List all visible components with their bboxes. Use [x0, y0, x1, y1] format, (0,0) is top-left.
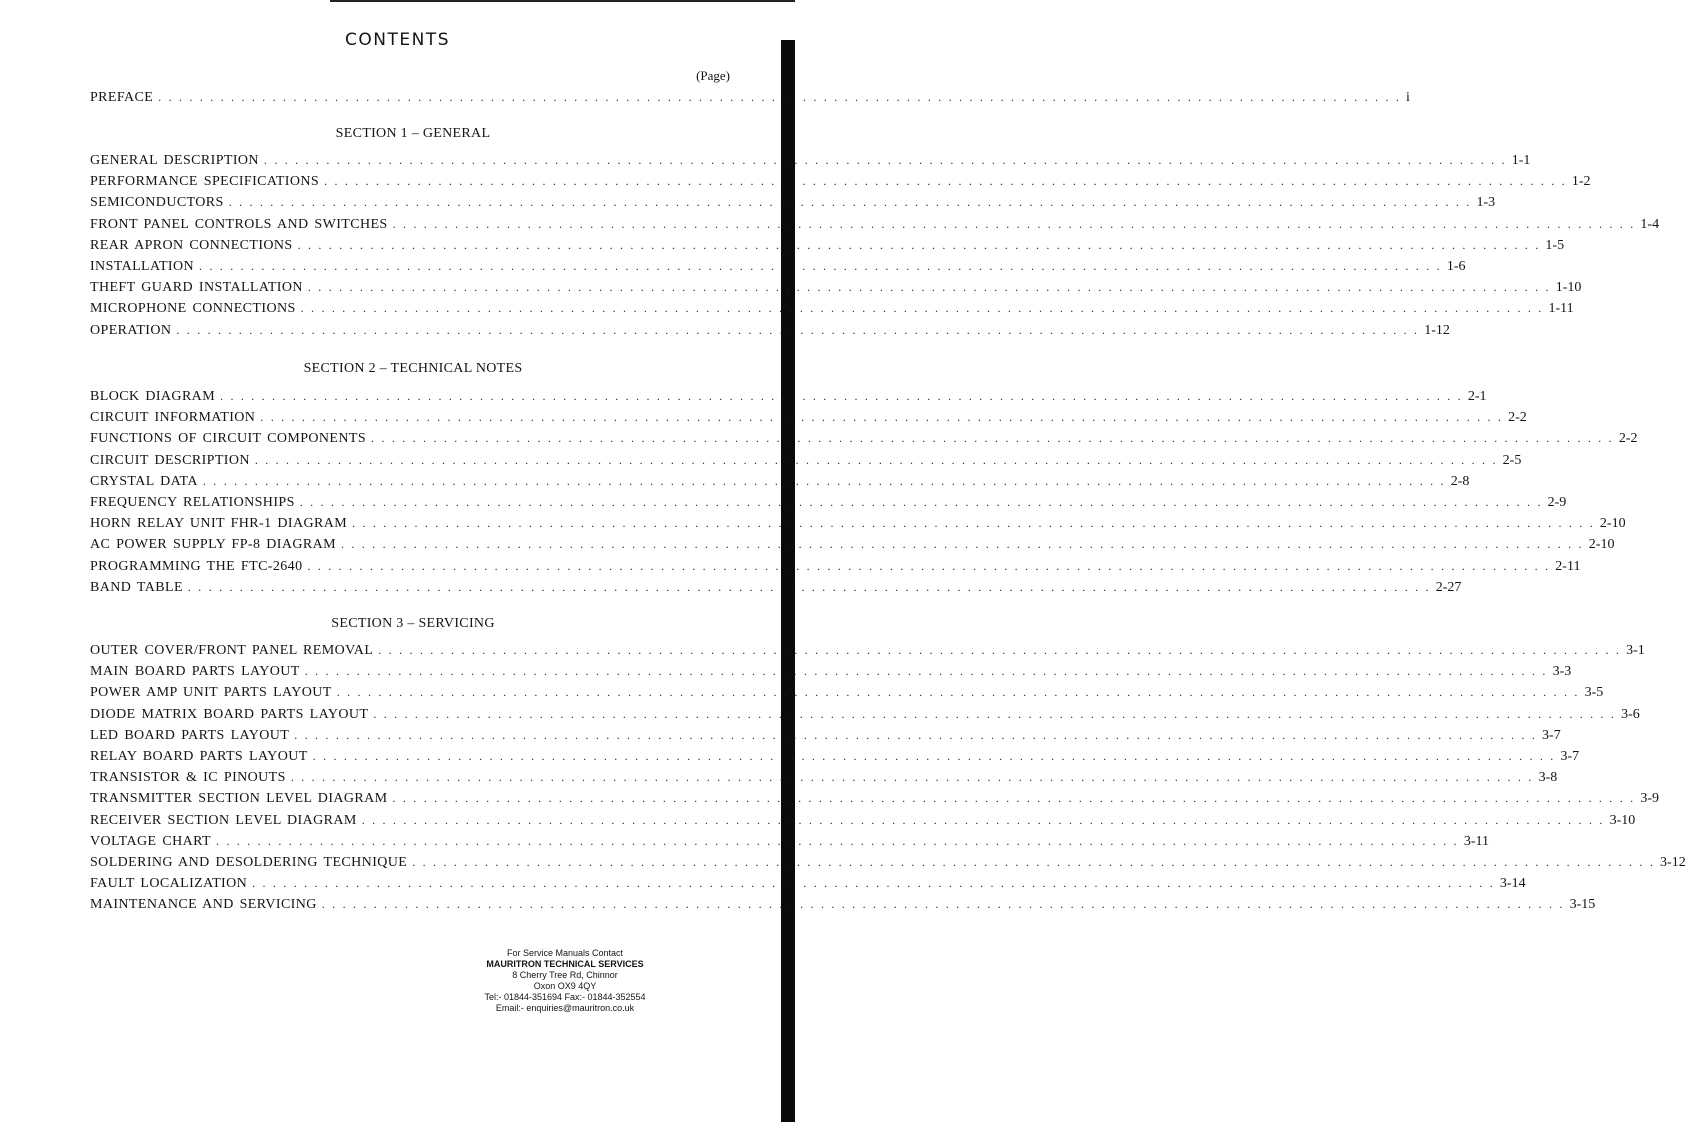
toc-entry[interactable]: [90, 171, 1591, 192]
toc-entry-page: 3-8: [1538, 770, 1558, 786]
leader-dots: . . . . . . . . . . . . . . . . . . . . . . . . . . . . . . . . . . . . . . . . . . . . . . . . . . . . . . . . . . . . . . . . . . . . . . . . . . . . . . . . . . . . . . . . . . . . . . . . . . . . . . . . . . . . . . . . . . . . . . . .: [412, 854, 1656, 869]
toc-entry-label: PERFORMANCE SPECIFICATIONS: [90, 174, 320, 190]
toc-entry-page: 2-10: [1588, 537, 1615, 553]
section-2-list: [90, 386, 1638, 598]
page-column-label: (Page): [696, 68, 730, 83]
leader-dots: . . . . . . . . . . . . . . . . . . . . . . . . . . . . . . . . . . . . . . . . . . . . . . . . . . . . . . . . . . . . . . . . . . . . . . . . . . . . . . . . . . . . . . . . . . . . . . . . . . . . . . . . . . . . . . . . . . . . . . . .: [361, 812, 1605, 827]
toc-entry-label: OUTER COVER/FRONT PANEL REMOVAL: [90, 643, 374, 658]
leader-dots: . . . . . . . . . . . . . . . . . . . . . . . . . . . . . . . . . . . . . . . . . . . . . . . . . . . . . . . . . . . . . . . . . . . . . . . . . . . . . . . . . . . . . . . . . . . . . . . . . . . . . . . . . . . . . . . . . . . . . . . .: [290, 770, 1534, 785]
leader-dots: . . . . . . . . . . . . . . . . . . . . . . . . . . . . . . . . . . . . . . . . . . . . . . . . . . . . . . . . . . . . . . . . . . . . . . . . . . . . . . . . . . . . . . . . . . . . . . . . . . . . . . . . . . . . . . . . . . . . . . . .: [228, 195, 1472, 210]
leader-dots: . . . . . . . . . . . . . . . . . . . . . . . . . . . . . . . . . . . . . . . . . . . . . . . . . . . . . . . . . . . . . . . . . . . . . . . . . . . . . . . . . . . . . . . . . . . . . . . . . . . . . . . . . . . . . . . . . . . . . . . .: [307, 280, 1551, 295]
contact-block: [470, 948, 660, 1014]
toc-entry-label: MICROPHONE CONNECTIONS: [90, 301, 296, 317]
toc-entry[interactable]: [90, 640, 1645, 661]
top-edge-line: [330, 0, 795, 2]
toc-entry-page: 2-2: [1508, 410, 1527, 426]
toc-entry-label: VOLTAGE CHART: [90, 833, 211, 849]
toc-entry-page: 2-10: [1599, 516, 1626, 532]
toc-entry-label: CRYSTAL DATA: [90, 473, 198, 489]
toc-entry[interactable]: [90, 852, 1686, 873]
toc-entry-preface[interactable]: [90, 87, 1410, 108]
toc-entry-label: FUNCTIONS OF CIRCUIT COMPONENTS: [90, 431, 367, 447]
contact-address-street: 8 Cherry Tree Rd, Chinnor: [512, 970, 618, 980]
toc-entry-page: 3-14: [1499, 876, 1526, 892]
leader-dots: . . . . . . . . . . . . . . . . . . . . . . . . . . . . . . . . . . . . . . . . . . . . . . . . . . . . . . . . . . . . . . . . . . . . . . . . . . . . . . . . . . . . . . . . . . . . . . . . . . . . . . . . . . . . . . . . . . . . . . . .: [352, 516, 1595, 531]
toc-entry[interactable]: [90, 256, 1466, 277]
leader-dots: . . . . . . . . . . . . . . . . . . . . . . . . . . . . . . . . . . . . . . . . . . . . . . . . . . . . . . . . . . . . . . . . . . . . . . . . . . . . . . . . . . . . . . . . . . . . . . . . . . . . . . . . . . . . . . . . . . . . . . . .: [254, 452, 1498, 467]
toc-entry[interactable]: [90, 788, 1659, 809]
toc-entry[interactable]: [90, 492, 1567, 513]
toc-entry-label: REAR APRON CONNECTIONS: [90, 237, 293, 253]
toc-entry[interactable]: [90, 320, 1450, 341]
toc-entry-label: DIODE MATRIX BOARD PARTS LAYOUT: [90, 706, 369, 722]
toc-entry-label: LED BOARD PARTS LAYOUT: [90, 727, 290, 743]
toc-entry[interactable]: [90, 767, 1558, 788]
toc-entry-label: PROGRAMMING THE FTC-2640: [90, 558, 303, 574]
toc-entry-label: GENERAL DESCRIPTION: [90, 153, 259, 168]
section-3-list: [90, 640, 1686, 915]
toc-entry-page: 3-10: [1609, 812, 1636, 828]
toc-entry-page: 1-1: [1511, 153, 1531, 168]
leader-dots: . . . . . . . . . . . . . . . . . . . . . . . . . . . . . . . . . . . . . . . . . . . . . . . . . . . . . . . . . . . . . . . . . . . . . . . . . . . . . . . . . . . . . . . . . . . . . . . . . . . . . . . . . . . . . . . . . . . . . . . .: [263, 153, 1507, 167]
toc-entry-label: OPERATION: [90, 322, 172, 338]
toc-entry-page: 3-12: [1660, 854, 1686, 870]
toc-entry[interactable]: [90, 513, 1626, 534]
section-1-list: [90, 150, 1660, 341]
toc-entry-label: FAULT LOCALIZATION: [90, 876, 248, 892]
leader-dots: . . . . . . . . . . . . . . . . . . . . . . . . . . . . . . . . . . . . . . . . . . . . . . . . . . . . . . . . . . . . . . . . . . . . . . . . . . . . . . . . . . . . . . . . . . . . . . . . . . . . . . . . . . . . . . . . . . . . . . . .: [340, 537, 1584, 552]
toc-entry[interactable]: [90, 704, 1640, 725]
toc-entry-label: CIRCUIT DESCRIPTION: [90, 452, 250, 468]
toc-entry[interactable]: [90, 831, 1489, 852]
toc-entry[interactable]: [90, 746, 1580, 767]
toc-entry[interactable]: [90, 277, 1582, 298]
toc-entry-page: 3-7: [1542, 727, 1561, 743]
toc-entry-page: 2-9: [1547, 494, 1567, 510]
toc-entry-page: 2-2: [1618, 431, 1638, 447]
toc-entry[interactable]: [90, 534, 1615, 555]
leader-dots: . . . . . . . . . . . . . . . . . . . . . . . . . . . . . . . . . . . . . . . . . . . . . . . . . . . . . . . . . . . . . . . . . . . . . . . . . . . . . . . . . . . . . . . . . . . . . . . . . . . . . . . . . . . . . . . . . . . . . . . .: [202, 473, 1446, 488]
toc-entry[interactable]: [90, 386, 1487, 407]
leader-dots: . . . . . . . . . . . . . . . . . . . . . . . . . . . . . . . . . . . . . . . . . . . . . . . . . . . . . . . . . . . . . . . . . . . . . . . . . . . . . . . . . . . . . . . . . . . . . . . . . . . . . . . . . . . . . . . . . . . . . . . .: [252, 876, 1495, 891]
toc-entry[interactable]: [90, 894, 1596, 915]
toc-entry-page: 1-12: [1424, 322, 1450, 338]
toc-entry-page: 3-7: [1560, 748, 1580, 764]
toc-entry[interactable]: [90, 235, 1565, 256]
toc-entry-page: 1-6: [1446, 258, 1466, 274]
leader-dots: . . . . . . . . . . . . . . . . . . . . . . . . . . . . . . . . . . . . . . . . . . . . . . . . . . . . . . . . . . . . . . . . . . . . . . . . . . . . . . . . . . . . . . . . . . . . . . . . . . . . . . . . . . . . . . . . . . . . . . . .: [321, 897, 1565, 912]
toc-entry-label: BLOCK DIAGRAM: [90, 389, 216, 404]
toc-entry-label: BAND TABLE: [90, 579, 183, 595]
preface-list: [90, 87, 1410, 108]
leader-dots: . . . . . . . . . . . . . . . . . . . . . . . . . . . . . . . . . . . . . . . . . . . . . . . . . . . . . . . . . . . . . . . . . . . . . . . . . . . . . . . . . . . . . . . . . . . . . . . . . . . . . . . . . . . . . . . . . . . . . . . .: [371, 431, 1614, 446]
toc-entry-page: 2-8: [1450, 473, 1470, 489]
toc-entry-page: 1-11: [1548, 301, 1574, 317]
page-title: CONTENTS: [345, 30, 450, 50]
toc-entry-label: FREQUENCY RELATIONSHIPS: [90, 494, 295, 510]
leader-dots: . . . . . . . . . . . . . . . . . . . . . . . . . . . . . . . . . . . . . . . . . . . . . . . . . . . . . . . . . . . . . . . . . . . . . . . . . . . . . . . . . . . . . . . . . . . . . . . . . . . . . . . . . . . . . . . . . . . . . . . .: [158, 90, 1402, 104]
contact-heading: For Service Manuals Contact: [506, 948, 624, 958]
toc-entry-label: POWER AMP UNIT PARTS LAYOUT: [90, 685, 332, 701]
toc-entry[interactable]: [90, 192, 1496, 213]
section-1-heading: SECTION 1 – GENERAL: [335, 126, 491, 141]
leader-dots: . . . . . . . . . . . . . . . . . . . . . . . . . . . . . . . . . . . . . . . . . . . . . . . . . . . . . . . . . . . . . . . . . . . . . . . . . . . . . . . . . . . . . . . . . . . . . . . . . . . . . . . . . . . . . . . . . . . . . . . .: [373, 706, 1617, 721]
toc-entry-label: THEFT GUARD INSTALLATION: [90, 280, 303, 296]
toc-entry-label: CIRCUIT INFORMATION: [90, 410, 256, 426]
toc-entry[interactable]: [90, 471, 1470, 492]
toc-entry[interactable]: [90, 682, 1604, 703]
leader-dots: . . . . . . . . . . . . . . . . . . . . . . . . . . . . . . . . . . . . . . . . . . . . . . . . . . . . . . . . . . . . . . . . . . . . . . . . . . . . . . . . . . . . . . . . . . . . . . . . . . . . . . . . . . . . . . . . . . . . . . . .: [187, 579, 1431, 594]
toc-entry[interactable]: [90, 150, 1531, 171]
leader-dots: . . . . . . . . . . . . . . . . . . . . . . . . . . . . . . . . . . . . . . . . . . . . . . . . . . . . . . . . . . . . . . . . . . . . . . . . . . . . . . . . . . . . . . . . . . . . . . . . . . . . . . . . . . . . . . . . . . . . . . . .: [392, 216, 1636, 231]
toc-entry[interactable]: [90, 298, 1574, 319]
toc-entry-label: RELAY BOARD PARTS LAYOUT: [90, 748, 308, 764]
leader-dots: . . . . . . . . . . . . . . . . . . . . . . . . . . . . . . . . . . . . . . . . . . . . . . . . . . . . . . . . . . . . . . . . . . . . . . . . . . . . . . . . . . . . . . . . . . . . . . . . . . . . . . . . . . . . . . . . . . . . . . . .: [199, 258, 1442, 273]
toc-entry-label: MAIN BOARD PARTS LAYOUT: [90, 664, 300, 680]
leader-dots: . . . . . . . . . . . . . . . . . . . . . . . . . . . . . . . . . . . . . . . . . . . . . . . . . . . . . . . . . . . . . . . . . . . . . . . . . . . . . . . . . . . . . . . . . . . . . . . . . . . . . . . . . . . . . . . . . . . . . . . .: [304, 664, 1548, 679]
toc-entry-page: 2-5: [1502, 452, 1522, 468]
leader-dots: . . . . . . . . . . . . . . . . . . . . . . . . . . . . . . . . . . . . . . . . . . . . . . . . . . . . . . . . . . . . . . . . . . . . . . . . . . . . . . . . . . . . . . . . . . . . . . . . . . . . . . . . . . . . . . . . . . . . . . . .: [307, 558, 1551, 573]
toc-entry[interactable]: [90, 214, 1660, 235]
leader-dots: . . . . . . . . . . . . . . . . . . . . . . . . . . . . . . . . . . . . . . . . . . . . . . . . . . . . . . . . . . . . . . . . . . . . . . . . . . . . . . . . . . . . . . . . . . . . . . . . . . . . . . . . . . . . . . . . . . . . . . . .: [294, 727, 1538, 742]
toc-entry[interactable]: [90, 661, 1572, 682]
toc-entry[interactable]: [90, 407, 1527, 428]
toc-entry-label: TRANSMITTER SECTION LEVEL DIAGRAM: [90, 791, 388, 807]
toc-entry[interactable]: [90, 450, 1522, 471]
toc-entry-label: PREFACE: [90, 90, 154, 105]
toc-entry-label: AC POWER SUPPLY FP-8 DIAGRAM: [90, 537, 336, 553]
leader-dots: . . . . . . . . . . . . . . . . . . . . . . . . . . . . . . . . . . . . . . . . . . . . . . . . . . . . . . . . . . . . . . . . . . . . . . . . . . . . . . . . . . . . . . . . . . . . . . . . . . . . . . . . . . . . . . . . . . . . . . . .: [300, 301, 1544, 316]
contact-address-town: Oxon OX9 4QY: [533, 981, 597, 991]
toc-entry-page: 1-2: [1571, 174, 1591, 190]
leader-dots: . . . . . . . . . . . . . . . . . . . . . . . . . . . . . . . . . . . . . . . . . . . . . . . . . . . . . . . . . . . . . . . . . . . . . . . . . . . . . . . . . . . . . . . . . . . . . . . . . . . . . . . . . . . . . . . . . . . . . . . .: [336, 685, 1580, 700]
section-3-heading: SECTION 3 – SERVICING: [331, 616, 495, 631]
leader-dots: . . . . . . . . . . . . . . . . . . . . . . . . . . . . . . . . . . . . . . . . . . . . . . . . . . . . . . . . . . . . . . . . . . . . . . . . . . . . . . . . . . . . . . . . . . . . . . . . . . . . . . . . . . . . . . . . . . . . . . . .: [299, 494, 1543, 509]
toc-entry-label: TRANSISTOR & IC PINOUTS: [90, 770, 286, 786]
toc-entry-page: 3-5: [1584, 685, 1604, 701]
toc-entry-page: 2-11: [1555, 558, 1581, 574]
toc-entry-page: i: [1406, 90, 1410, 105]
toc-entry-page: 1-4: [1640, 216, 1660, 232]
leader-dots: . . . . . . . . . . . . . . . . . . . . . . . . . . . . . . . . . . . . . . . . . . . . . . . . . . . . . . . . . . . . . . . . . . . . . . . . . . . . . . . . . . . . . . . . . . . . . . . . . . . . . . . . . . . . . . . . . . . . . . . .: [378, 643, 1622, 657]
toc-entry-page: 3-3: [1552, 664, 1572, 680]
toc-entry-page: 1-5: [1545, 237, 1565, 253]
toc-entry-label: HORN RELAY UNIT FHR-1 DIAGRAM: [90, 516, 348, 532]
contact-company: MAURITRON TECHNICAL SERVICES: [486, 959, 644, 969]
toc-entry-label: SOLDERING AND DESOLDERING TECHNIQUE: [90, 854, 408, 870]
leader-dots: . . . . . . . . . . . . . . . . . . . . . . . . . . . . . . . . . . . . . . . . . . . . . . . . . . . . . . . . . . . . . . . . . . . . . . . . . . . . . . . . . . . . . . . . . . . . . . . . . . . . . . . . . . . . . . . . . . . . . . . .: [216, 833, 1459, 848]
contact-phone: Tel:- 01844-351694 Fax:- 01844-352554: [484, 992, 646, 1002]
leader-dots: . . . . . . . . . . . . . . . . . . . . . . . . . . . . . . . . . . . . . . . . . . . . . . . . . . . . . . . . . . . . . . . . . . . . . . . . . . . . . . . . . . . . . . . . . . . . . . . . . . . . . . . . . . . . . . . . . . . . . . . .: [220, 389, 1463, 403]
toc-entry[interactable]: [90, 725, 1561, 746]
toc-entry-label: INSTALLATION: [90, 258, 194, 274]
toc-entry-page: 3-9: [1640, 791, 1659, 807]
toc-entry-page: 1-10: [1555, 280, 1582, 296]
toc-entry[interactable]: [90, 873, 1526, 894]
leader-dots: . . . . . . . . . . . . . . . . . . . . . . . . . . . . . . . . . . . . . . . . . . . . . . . . . . . . . . . . . . . . . . . . . . . . . . . . . . . . . . . . . . . . . . . . . . . . . . . . . . . . . . . . . . . . . . . . . . . . . . . .: [392, 791, 1636, 806]
leader-dots: . . . . . . . . . . . . . . . . . . . . . . . . . . . . . . . . . . . . . . . . . . . . . . . . . . . . . . . . . . . . . . . . . . . . . . . . . . . . . . . . . . . . . . . . . . . . . . . . . . . . . . . . . . . . . . . . . . . . . . . .: [176, 322, 1420, 337]
leader-dots: . . . . . . . . . . . . . . . . . . . . . . . . . . . . . . . . . . . . . . . . . . . . . . . . . . . . . . . . . . . . . . . . . . . . . . . . . . . . . . . . . . . . . . . . . . . . . . . . . . . . . . . . . . . . . . . . . . . . . . . .: [260, 410, 1504, 425]
toc-entry-page: 3-15: [1569, 897, 1596, 913]
toc-entry[interactable]: [90, 810, 1636, 831]
toc-entry-label: MAINTENANCE AND SERVICING: [90, 897, 317, 913]
toc-entry[interactable]: [90, 556, 1581, 577]
toc-entry[interactable]: [90, 428, 1638, 449]
section-2-heading: SECTION 2 – TECHNICAL NOTES: [303, 361, 523, 376]
toc-entry-page: 1-3: [1476, 195, 1496, 211]
leader-dots: . . . . . . . . . . . . . . . . . . . . . . . . . . . . . . . . . . . . . . . . . . . . . . . . . . . . . . . . . . . . . . . . . . . . . . . . . . . . . . . . . . . . . . . . . . . . . . . . . . . . . . . . . . . . . . . . . . . . . . . .: [312, 748, 1556, 763]
toc-entry-page: 2-27: [1435, 579, 1462, 595]
toc-entry-page: 3-11: [1463, 833, 1489, 849]
contact-email: Email:- enquiries@mauritron.co.uk: [495, 1003, 635, 1013]
leader-dots: . . . . . . . . . . . . . . . . . . . . . . . . . . . . . . . . . . . . . . . . . . . . . . . . . . . . . . . . . . . . . . . . . . . . . . . . . . . . . . . . . . . . . . . . . . . . . . . . . . . . . . . . . . . . . . . . . . . . . . . .: [297, 237, 1541, 252]
toc-entry-label: RECEIVER SECTION LEVEL DIAGRAM: [90, 812, 357, 828]
toc-entry-label: FRONT PANEL CONTROLS AND SWITCHES: [90, 216, 388, 232]
toc-entry-page: 3-6: [1621, 706, 1640, 722]
leader-dots: . . . . . . . . . . . . . . . . . . . . . . . . . . . . . . . . . . . . . . . . . . . . . . . . . . . . . . . . . . . . . . . . . . . . . . . . . . . . . . . . . . . . . . . . . . . . . . . . . . . . . . . . . . . . . . . . . . . . . . . .: [324, 174, 1567, 189]
toc-entry-page: 2-1: [1467, 389, 1487, 404]
toc-entry[interactable]: [90, 577, 1462, 598]
toc-entry-page: 3-1: [1626, 643, 1645, 658]
toc-entry-label: SEMICONDUCTORS: [90, 195, 224, 211]
